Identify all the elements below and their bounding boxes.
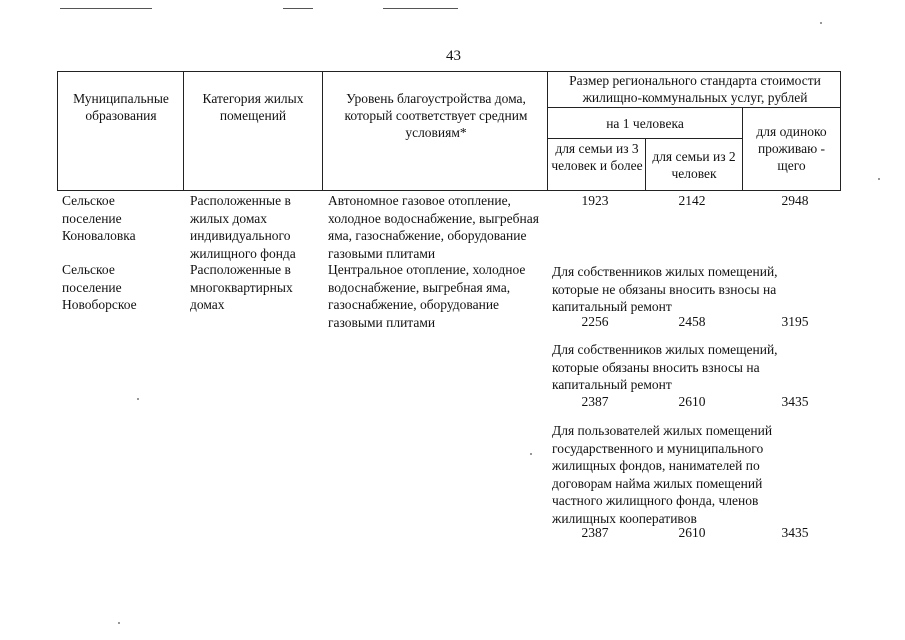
col-divider-1 bbox=[183, 71, 184, 191]
table-header-bottom-border bbox=[57, 190, 841, 191]
row2-sub3-value-single: 3435 bbox=[781, 525, 809, 540]
row1-category: Расположенные в жилых домах индивидуального жилищного фонда bbox=[190, 193, 296, 261]
row2-note-1: Для собственников жилых помещений, которые не обязаны вносить взносы на капитальный ремонт bbox=[552, 264, 778, 314]
row1-value-family2: 2142 bbox=[678, 193, 706, 208]
header-category: Категория жилых помещений bbox=[202, 91, 304, 123]
row2-sub2-value-family3: 2387 bbox=[581, 394, 609, 409]
row1-municipality: Сельское поселение Коноваловка bbox=[62, 193, 136, 243]
row2-sub1-value-family2: 2458 bbox=[678, 314, 706, 329]
scan-speck bbox=[118, 622, 120, 624]
row2-sub1-value-single: 3195 bbox=[781, 314, 809, 329]
top-rule-mid bbox=[283, 8, 313, 9]
header-family-2: для семьи из 2 человек bbox=[652, 149, 736, 181]
row2-amenities: Центральное отопление, холодное водоснабжение, выгребная яма, газоснабжение, оборудование газовыми плитами bbox=[328, 262, 526, 330]
header-amenities: Уровень благоустройства дома, который соответствует средним условиям* bbox=[344, 91, 528, 140]
col-divider-5 bbox=[742, 107, 743, 191]
row1-amenities: Автономное газовое отопление, холодное водоснабжение, выгребная яма, газоснабжение, оборудование газовыми плитами bbox=[328, 193, 539, 261]
row2-sub2-value-family2: 2610 bbox=[678, 394, 706, 409]
col-divider-4 bbox=[645, 138, 646, 191]
scan-speck bbox=[137, 398, 139, 400]
header-standard-cost: Размер регионального стандарта стоимости жилищно-коммунальных услуг, рублей bbox=[569, 73, 821, 105]
header-per-person: на 1 человека bbox=[606, 116, 684, 131]
row2-sub1-value-family3: 2256 bbox=[581, 314, 609, 329]
row2-sub2-value-single: 3435 bbox=[781, 394, 809, 409]
header-single: для одиноко проживаю - щего bbox=[756, 124, 827, 173]
scan-speck bbox=[820, 22, 822, 24]
row2-category: Расположенные в многоквартирных домах bbox=[190, 262, 293, 312]
scan-speck bbox=[530, 453, 532, 455]
row2-municipality: Сельское поселение Новоборское bbox=[62, 262, 137, 312]
row2-note-3: Для пользователей жилых помещений государственного и муниципального жилищных фондов, нанимателей по договорам найма жилых помещений частного жилищного фонда, членов жилищных кооперативов bbox=[552, 423, 773, 526]
scan-speck bbox=[878, 178, 880, 180]
table-right-border bbox=[840, 71, 841, 191]
col-divider-2 bbox=[322, 71, 323, 191]
top-rule-right bbox=[383, 8, 458, 9]
header-municipality: Муниципальные образования bbox=[73, 91, 169, 123]
top-rule-left bbox=[60, 8, 152, 9]
row2-note-2: Для собственников жилых помещений, которые обязаны вносить взносы на капитальный ремонт bbox=[552, 342, 778, 392]
row1-value-family3: 1923 bbox=[581, 193, 609, 208]
col-divider-3 bbox=[547, 71, 548, 191]
group-header-divider bbox=[547, 107, 841, 108]
row2-sub3-value-family2: 2610 bbox=[678, 525, 706, 540]
row2-sub3-value-family3: 2387 bbox=[581, 525, 609, 540]
table-left-border bbox=[57, 71, 58, 191]
page-number: 43 bbox=[446, 48, 461, 64]
row1-value-single: 2948 bbox=[781, 193, 809, 208]
header-family-3: для семьи из 3 человек и более bbox=[551, 141, 643, 173]
